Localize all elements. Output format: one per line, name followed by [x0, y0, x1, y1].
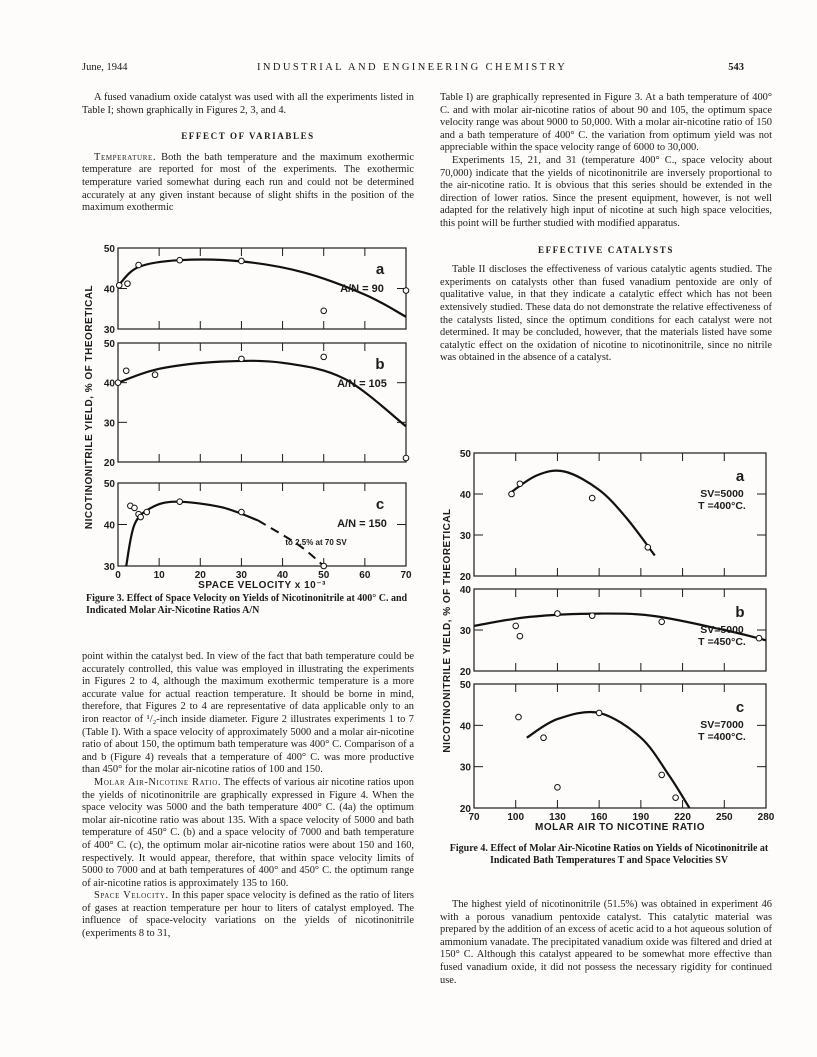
- x-tick-label: 10: [153, 570, 165, 581]
- y-tick-label: 40: [459, 721, 471, 733]
- section-heading-effective-catalysts: EFFECTIVE CATALYSTS: [537, 244, 674, 255]
- data-point: [321, 308, 327, 314]
- x-tick-label: 130: [549, 812, 566, 823]
- data-point: [239, 509, 245, 515]
- temperature-body: Both the bath temperature and the maximum exothermic temperature are reported for most of the experiments. The exothermic temperature varied somewhat during each run and could not be determined accurately at any given instant because of slight shifts in the position of the maximum exothermic: [82, 151, 414, 214]
- data-point: [659, 619, 665, 625]
- panel-letter: a: [375, 261, 385, 278]
- y-axis-label: NICOTINONITRILE YIELD, % OF THEORETICAL: [442, 508, 453, 753]
- y-tick-label: 50: [459, 449, 471, 460]
- x-tick-label: 100: [507, 812, 525, 823]
- y-tick-label: 20: [459, 804, 471, 815]
- fig3-annotation: to 2.5% at 70 SV: [285, 538, 347, 547]
- x-tick-label: 30: [235, 570, 247, 581]
- x-tick-label: 160: [590, 812, 608, 823]
- data-point: [509, 491, 515, 497]
- data-point: [239, 258, 245, 264]
- panel-frame: [474, 684, 766, 808]
- panel-b: [460, 585, 766, 678]
- y-tick-label: 30: [459, 762, 471, 774]
- fitted-curve: [118, 361, 406, 426]
- data-point: [116, 282, 122, 288]
- panel-letter: c: [375, 496, 385, 513]
- sv-label: SV=5000: [700, 488, 744, 500]
- intro-paragraph: A fused vanadium oxide catalyst was used with all the experiments listed in Table I; shown graphically in Figures 2, 3, and 4.: [82, 92, 414, 116]
- data-point: [659, 772, 665, 778]
- data-point: [403, 288, 409, 294]
- y-tick-label: 40: [459, 490, 471, 501]
- data-point: [132, 505, 138, 511]
- y-tick-label: 40: [103, 378, 115, 390]
- figure-4-caption-text: Effect of Molar Air-Nicotine Ratios on Yields of Nicotinonitrile at Indicated Bath Temperatures T and Space Velocities SV: [489, 843, 769, 866]
- y-tick-label: 40: [103, 520, 115, 532]
- figure-3-caption-label: Figure 3.: [86, 593, 125, 604]
- ratio-label: A/N = 105: [337, 378, 387, 390]
- figure-3-caption: [86, 593, 416, 616]
- ratio-label: A/N = 90: [340, 283, 384, 295]
- x-tick-label: 0: [115, 570, 121, 581]
- data-point: [517, 633, 523, 639]
- ratio-label: A/N = 150: [337, 518, 387, 530]
- sv-body: In this paper space velocity is defined as the ratio of liters of gases at reaction temperature per hour to liters of catalyst employed. The influence of space-velocity variations on the yields of nicotinonitrile (experiments 8 to 31,: [82, 890, 414, 940]
- y-tick-label: 40: [459, 585, 471, 596]
- y-tick-label: 30: [459, 531, 471, 542]
- data-point: [555, 611, 561, 617]
- y-tick-label: 50: [103, 339, 115, 350]
- space-velocity-paragraph: [82, 890, 414, 940]
- t-label: T =400°C.: [698, 500, 746, 512]
- y-tick-label: 30: [103, 562, 115, 573]
- x-tick-label: 20: [194, 570, 206, 581]
- data-point: [138, 514, 144, 520]
- section-heading-effect-of-variables: EFFECT OF VARIABLES: [181, 131, 315, 142]
- y-tick-label: 30: [459, 626, 471, 637]
- x-tick-label: 40: [277, 570, 289, 581]
- x-tick-label: 190: [632, 812, 650, 823]
- x-tick-label: 280: [757, 812, 775, 823]
- panel-b: [104, 339, 409, 469]
- panel-letter: b: [735, 604, 745, 621]
- data-point: [645, 545, 651, 551]
- y-tick-label: 20: [103, 458, 115, 469]
- right-column-lower: [440, 899, 772, 987]
- panel-c: [104, 479, 406, 573]
- data-point: [177, 257, 183, 263]
- data-point: [123, 368, 129, 374]
- data-point: [589, 495, 595, 501]
- running-header: [82, 62, 744, 78]
- data-point: [115, 380, 121, 386]
- data-point: [541, 735, 547, 741]
- panel-letter: b: [375, 356, 385, 373]
- panel-letter: a: [735, 468, 745, 485]
- ratio-paragraph: [82, 777, 414, 890]
- ratio-body: The effects of various air nicotine ratios upon the yields of nicotinonitrile are graphically expressed in Figure 4. When the space velocity was 5000 and the bath temperature 400° C. (4a) the optimum molar air-nicotine ratio was about 135. With a space velocity of 5000 and bath temperature of 450° C. (b) and a space velocity of 7000 and bath temperature of 400° C. (c), the optimum molar air-nicotine ratios were about 150 and 160, respectively. It would appear, therefore, that within space velocity limits of 5000 to 7000 and at bath temperatures of 400° and 450° C. the optimum range of air-nicotine ratios is approximately 135 to 160.: [82, 776, 414, 889]
- data-point: [403, 455, 409, 461]
- y-tick-label: 50: [459, 680, 471, 691]
- ratio-run-in-head: Molar Air-Nicotine Ratio.: [94, 776, 222, 788]
- data-point: [136, 262, 142, 268]
- data-point: [589, 613, 595, 619]
- y-tick-label: 40: [103, 284, 115, 296]
- panel-a: [104, 244, 409, 336]
- data-point: [321, 563, 327, 569]
- right-paragraph-4: The highest yield of nicotinonitrile (51.5%) was obtained in experiment 46 with a porous vanadium pentoxide catalyst. This catalytic material was prepared by the addition of an excess of acetic acid to a hot aqueous solution of ammonium vanadate. The precipitated vanadium oxide was filtered and dried at 150° C. Although this catalyst appeared to be somewhat more effective than fused vanadium oxide, it did not possess the necessary rigidity for continued use.: [440, 899, 772, 986]
- x-tick-label: 50: [318, 570, 330, 581]
- sv-run-in-head: Space Velocity.: [94, 890, 169, 902]
- data-point: [144, 509, 150, 515]
- right-paragraph-1: Table I) are graphically represented in Figure 3. At a bath temperature of 400° C. and with molar air-nicotine ratios of about 90 and 105, the optimum space velocity range was about 9000 to 50,000. With a molar air-nicotine ratio of 150 and a bath temperature of 400° C. the variation from optimum yield was not appreciable within the space velocity range of 6000 to 30,000.: [440, 92, 772, 154]
- sv-label: SV=7000: [700, 719, 744, 731]
- x-tick-label: 250: [715, 812, 733, 823]
- left-column-lower: [82, 651, 414, 941]
- temperature-run-in-head: Temperature.: [94, 151, 157, 163]
- data-point: [756, 635, 762, 641]
- x-tick-label: 220: [674, 812, 691, 823]
- y-tick-label: 30: [103, 418, 115, 430]
- panel-a: [460, 449, 766, 583]
- y-tick-label: 20: [459, 572, 471, 583]
- t-label: T =400°C.: [698, 731, 746, 743]
- panel-letter: c: [735, 699, 745, 716]
- page-number: 543: [728, 62, 744, 73]
- x-tick-label: 70: [400, 570, 412, 581]
- y-tick-label: 50: [103, 244, 115, 255]
- data-point: [125, 281, 131, 287]
- data-point: [673, 795, 679, 801]
- data-point: [321, 354, 327, 360]
- sv-label: SV=5000: [700, 624, 744, 636]
- figure-3-chart: [82, 238, 417, 590]
- y-tick-label: 30: [103, 325, 115, 336]
- left-column-upper: [82, 92, 414, 215]
- x-tick-label: 70: [468, 812, 480, 823]
- data-point: [516, 714, 522, 720]
- fitted-curve: [527, 712, 690, 808]
- data-point: [555, 785, 561, 791]
- figure-4-chart: [440, 443, 775, 835]
- x-axis-label: SPACE VELOCITY x 10⁻³: [198, 580, 326, 590]
- t-label: T =450°C.: [698, 636, 746, 648]
- figure-3-caption-text: Effect of Space Velocity on Yields of Nicotinonitrile at 400° C. and Indicated Molar Air-Nicotine Ratios A/N: [86, 593, 408, 616]
- right-paragraph-3: Table II discloses the effectiveness of various catalytic agents studied. The experiments on catalysts other than fused vanadium pentoxide are only of qualitative value, in that they indicate a catalytic effect which has not been extensively studied. These data do not demonstrate the relative effectiveness of the catalysts listed, since the optimum conditions for each catalyst were not determined. It may be concluded, however, that the materials listed have some catalytic effect on the oxidation of nicotine to nicotinonitrile, since no nitrile was obtained in the absence of a catalyst.: [440, 264, 772, 364]
- figure-4-caption-label: Figure 4.: [449, 843, 488, 854]
- temperature-paragraph: [82, 152, 414, 215]
- right-paragraph-2: Experiments 15, 21, and 31 (temperature 400° C., space velocity about 70,000) indicate that the yields of nicotinonitrile are inversely proportional to the air-nicotine ratio. It is obvious that this series should be extended in the direction of lower ratios. Since the present equipment, however, is not well adapted for the relatively high input of nicotine at such high space velocities, this point will be further studied with modified apparatus.: [440, 154, 772, 229]
- journal-title: INDUSTRIAL AND ENGINEERING CHEMISTRY: [257, 62, 568, 73]
- issue-date: June, 1944: [82, 62, 128, 73]
- y-axis-label: NICOTINONITRILE YIELD, % OF THEORETICAL: [84, 284, 95, 530]
- panel-frame: [474, 453, 766, 576]
- x-axis-label: MOLAR AIR TO NICOTINE RATIO: [535, 822, 705, 833]
- data-point: [177, 499, 183, 505]
- data-point: [517, 481, 523, 487]
- data-point: [239, 356, 245, 362]
- panel-c: [460, 680, 766, 815]
- data-point: [152, 372, 158, 378]
- fitted-curve: [509, 471, 655, 556]
- figure-4-caption: [446, 843, 772, 866]
- right-column-upper: [440, 92, 772, 365]
- y-tick-label: 50: [103, 479, 115, 490]
- data-point: [513, 623, 519, 629]
- bath-temperature-paragraph: point within the catalyst bed. In view of the fact that bath temperature could be accurately controlled, this value was employed in illustrating the experiments in Figures 2 to 4, although the maximum exothermic temperature is a more accurate value for actual reaction temperature. It should be borne in mind, therefore, that Figures 2 to 4 are representative of data applicable only to an iron reactor of ¹/₂-inch inside diameter. Figure 2 illustrates experiments 1 to 7 (Table I). With a space velocity of approximately 5000 and a molar air-nicotine ratio of about 150, the optimum bath temperature was 400° C. Comparison of a and b (Figure 4) reveals that a temperature of 400° C. was more productive than 450° for the molar air-nicotine ratios of 100 and 150.: [82, 651, 414, 776]
- data-point: [596, 710, 602, 716]
- x-tick-label: 60: [359, 570, 371, 581]
- y-tick-label: 20: [459, 667, 471, 678]
